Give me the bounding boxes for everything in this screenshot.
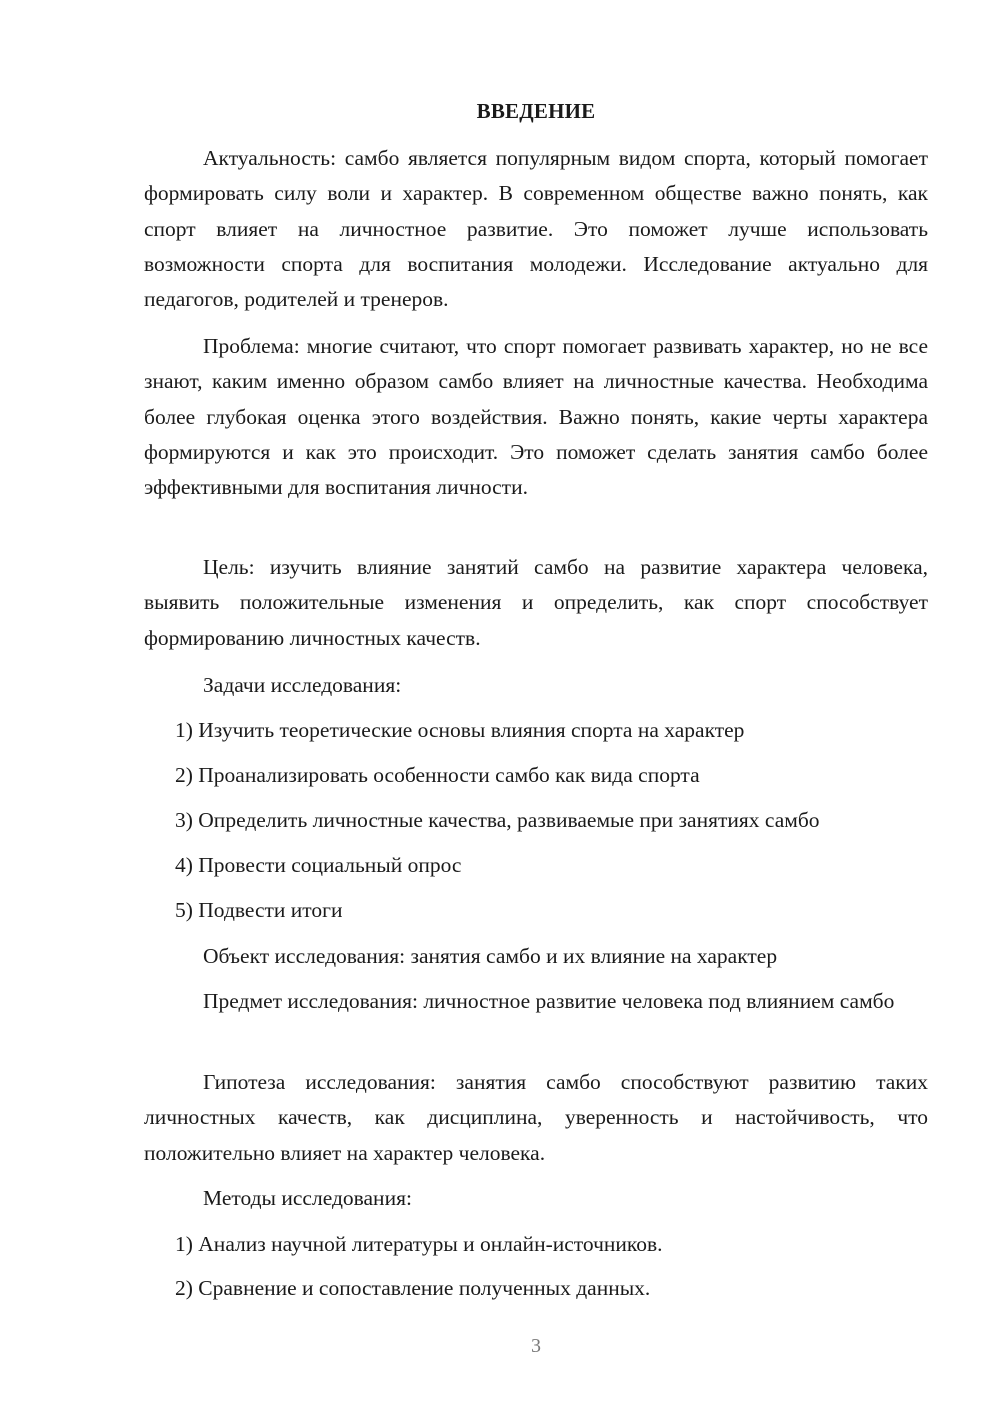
method-item: 2) Сравнение и сопоставление полученных данных. [175, 1276, 651, 1300]
task-item: 5) Подвести итоги [175, 898, 343, 922]
methods-heading: Методы исследования: [203, 1186, 412, 1210]
method-item: 1) Анализ научной литературы и онлайн-источников. [175, 1232, 663, 1256]
subject-paragraph: Предмет исследования: личностное развитие человека под влиянием самбо [203, 989, 895, 1013]
relevance-paragraph: Актуальность: самбо является популярным видом спорта, который помогает формировать силу воли и характер. В современном обществе важно понять, как спорт влияет на личностное развитие. Это поможет лучше использовать возможности спорта для воспитания молодежи. Исследование актуально для педагогов, родителей и тренеров. [144, 146, 928, 312]
document-page [144, 0, 928, 1414]
page-number: 3 [531, 1335, 541, 1357]
tasks-heading: Задачи исследования: [203, 673, 402, 697]
task-item: 1) Изучить теоретические основы влияния спорта на характер [175, 718, 745, 742]
problem-paragraph: Проблема: многие считают, что спорт помогает развивать характер, но не все знают, каким именно образом самбо влияет на личностные качества. Необходима более глубокая оценка этого воздействия. Важно понять, какие черты характера формируются и как это происходит. Это поможет сделать занятия самбо более эффективными для воспитания личности. [144, 334, 928, 500]
task-item: 4) Провести социальный опрос [175, 853, 462, 877]
object-line: Объект исследования: занятия самбо и их влияние на характер [203, 944, 778, 968]
task-item: 2) Проанализировать особенности самбо как вида спорта [175, 763, 700, 787]
hypothesis-paragraph: Гипотеза исследования: занятия самбо способствуют развитию таких личностных качеств, как дисциплина, уверенность и настойчивость, что положительно влияет на характер человека. [144, 1070, 928, 1165]
task-item: 3) Определить личностные качества, развиваемые при занятиях самбо [175, 808, 820, 832]
goal-paragraph: Цель: изучить влияние занятий самбо на развитие характера человека, выявить положительные изменения и определить, как спорт способствует формированию личностных качеств. [144, 555, 928, 650]
section-title: ВВЕДЕНИЕ [476, 99, 596, 123]
